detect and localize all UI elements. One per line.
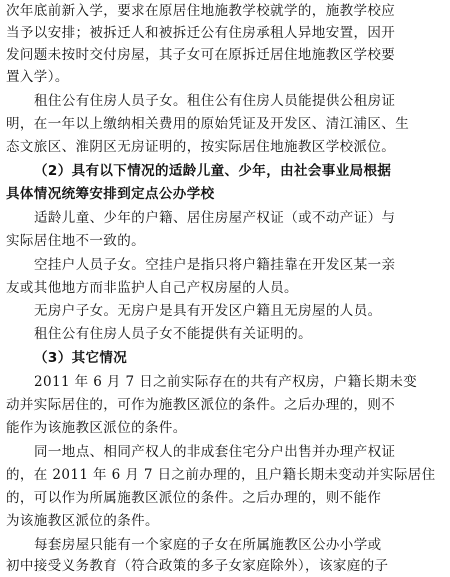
text-line: 空挂户人员子女。空挂户是指只将户籍挂靠在开发区某一亲 [34, 257, 396, 273]
text-line: 租住公有住房人员子女不能提供有关证明的。 [34, 326, 312, 342]
section-heading: （2）具有以下情况的适龄儿童、少年，由社会事业局根据 [34, 163, 392, 179]
text-line: 每套房屋只能有一个家庭的子女在所属施教区公办小学或 [34, 537, 382, 553]
section-heading-continued: 具体情况统筹安排到定点公办学校 [6, 186, 215, 202]
section-heading: （3）其它情况 [34, 350, 128, 366]
text-line: 发问题未按时交付房屋，其子女可在原拆迁居住地施教区学校要 [6, 47, 396, 63]
text-line: 租住公有住房人员子女。租住公有住房人员能提供公租房证 [34, 93, 396, 109]
text-line: 适龄儿童、少年的户籍、居住房屋产权证（或不动产证）与 [34, 210, 396, 226]
text-line: 能作为该施教区派位的条件。 [6, 420, 187, 436]
text-line: 明，在一年以上缴纳相关费用的原始凭证及开发区、清江浦区、生 [6, 116, 410, 132]
text-line: 的，在 2011 年 6 月 7 日之前办理的，且户籍长期未变动并实际居住 [6, 467, 436, 483]
text-line: 友或其他地方而非监护人自己产权房屋的人员。 [6, 280, 298, 296]
text-line: 初中接受义务教育（符合政策的多子女家庭除外），该家庭的子 [6, 558, 389, 574]
text-line: 实际居住地不一致的。 [6, 233, 145, 249]
text-line: 同一地点、相同产权人的非成套住宅分户出售并办理产权证 [34, 444, 396, 460]
text-line: 的，可以作为所属施教区派位的条件。之后办理的，则不能作 [6, 490, 382, 506]
text-line: 动并实际居住的，可作为施教区派位的条件。之后办理的，则不 [6, 397, 396, 413]
text-line: 无房户子女。无房户是具有开发区户籍且无房屋的人员。 [34, 303, 382, 319]
text-line: 为该施教区派位的条件。 [6, 513, 159, 529]
text-line: 次年底前新入学，要求在原居住地施教学校就学的，施教学校应 [6, 3, 396, 19]
text-line: 置入学）。 [6, 69, 69, 85]
text-line: 2011 年 6 月 7 日之前实际存在的共有产权房，户籍长期未变 [34, 374, 418, 390]
text-line: 态文旅区、淮阴区无房证明的，按实际居住地施教区学校派位。 [6, 139, 396, 155]
text-line: 当予以安排；被拆迁人和被拆迁公有住房承租人异地安置，因开 [6, 25, 396, 41]
